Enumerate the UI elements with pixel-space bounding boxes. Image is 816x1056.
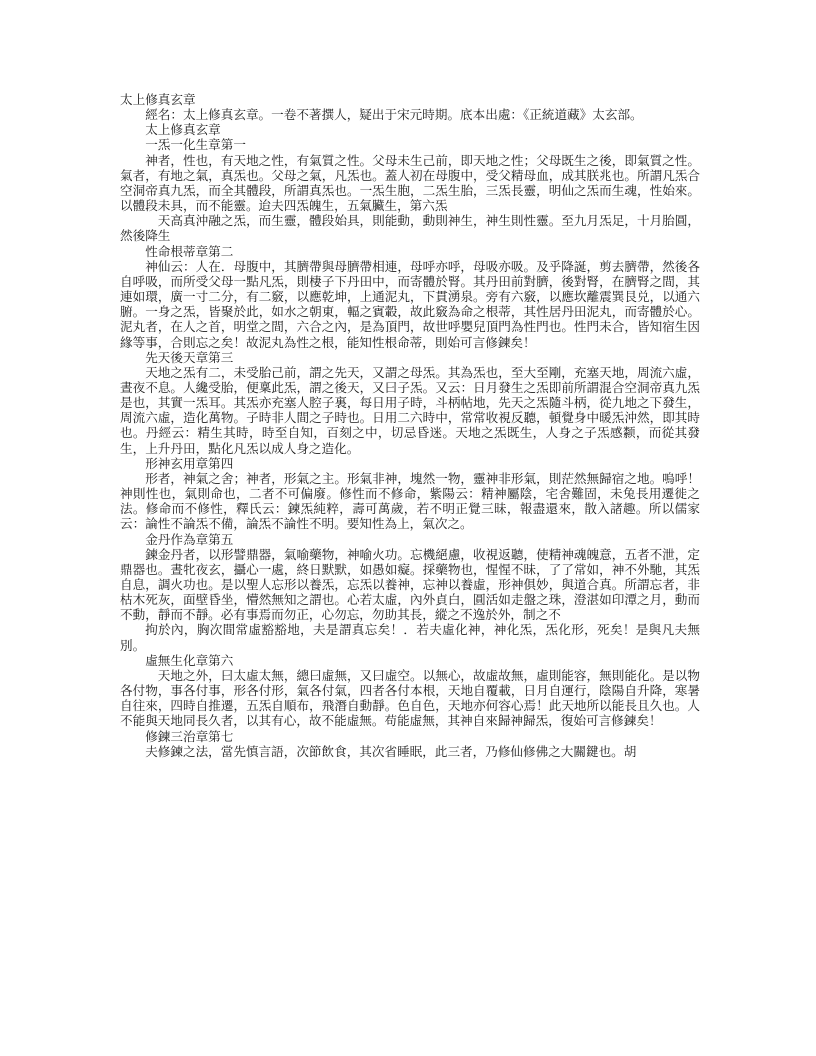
chapter-2-paragraph-1: 神仙云：人在．母腹中，其臍帶與母臍帶相連，母呼亦呼，母吸亦吸。及乎降誕，剪去臍帶，然後各自呼吸，而所受父母一點凡炁，則棲子下丹田中，而寄體於腎。其丹田前對臍，後對腎，在臍腎之間，其連如環，廣一寸二分，有二竅，以應乾坤，上通泥丸，下貫湧泉。旁有六竅，以應坎離震巽艮兑，以通六腑。一身之炁，皆聚於此，如水之朝東，輻之賓轂，故此竅為命之根蒂，其性居丹田泥丸，而寄體於心。泥丸者，在人之首，明堂之間，六合之內，是為頂門，故世呼嬰兒頂門為性門也。性門未合，皆知宿生因緣等事，合則忘之矣！故泥丸為性之根，能知性根命蒂，則始可言修鍊矣！: [120, 258, 700, 350]
document-title: 太上修真玄章: [120, 92, 196, 107]
colophon-paragraph: 經名：太上修真玄章。一卷不著撰人，疑出于宋元時期。底本出處：《正統道藏》太玄部。: [145, 107, 643, 123]
chapter-heading-6: 虛無生化章第六: [145, 652, 234, 668]
chapter-1-paragraph-1: 神者，性也，有天地之性，有氣質之性。父母未生己前，即天地之性；父母既生之後，即氣質之性。氣者，有地之氣，真炁也。父母之氣，凡炁也。蓋人初在母腹中，受父精母血，成其朕兆也。所謂凡炁合空洞帝真九炁，而全其體段，所謂真炁也。一炁生胞，二炁生胎，三炁長靈，明仙之炁而生魂，性始來。以體段未具，而不能靈。迨夫四炁魄生，五氣臟生，第六炁: [120, 152, 700, 214]
chapter-6-paragraph-1: 天地之外，曰太虛太無，總曰虛無，又曰虛空。以無心，故虛故無，虛則能容，無則能化。是以物各付物，事各付事，形各付形，氣各付氣，四者各付本根，天地自覆載，日月自運行，陰陽自升降，寒暑自往來，四時自推遷，五炁自順布，飛潛自動靜。色自色，天地亦何容心焉！此天地所以能長且久也。人不能與天地同長久者，以其有心，故不能虛無。苟能虛無，其神自來歸神歸炁，復始可言修鍊矣！: [120, 667, 700, 729]
chapter-heading-1: 一炁一化生章第一: [145, 137, 246, 153]
chapter-heading-2: 性命根蒂章第二: [145, 243, 234, 259]
chapter-heading-5: 金丹作為章第五: [145, 531, 234, 547]
chapter-5-paragraph-1: 鍊金丹者，以形譬鼎器，氣喻藥物，神喻火功。忘機絕慮，收視返聽，使精神魂魄意，五者不泄，定鼎器也。晝牝夜玄，攝心一處，終日默默，如愚如癡。採藥物也，惺惺不昧，了了常如，神不外馳，其炁自息，調火功也。是以聖人忘形以養炁，忘炁以養神，忘神以養虛，形神俱妙，與道合真。所謂忘者，非枯木死灰，面壁昏坐，懵然無知之謂也。心若太虛，內外貞白，圓活如走盤之珠，澄湛如印潭之月，動而不動，靜而不靜。必有事焉而勿正，心勿忘，勿助其長，縱之不逸於外，制之不: [120, 546, 700, 623]
chapter-1-paragraph-2: 天高真沖融之炁，而生靈，體段始具，則能動，動則神生，神生則性靈。至九月炁足，十月胎圓，然後降生: [120, 213, 700, 244]
document-body: [120, 92, 700, 759]
inner-title: 太上修真玄章: [145, 122, 221, 138]
chapter-7-paragraph-1: 夫修鍊之法，當先慎言語，次節飲食，其次省睡眠，此三者，乃修仙修佛之大關鍵也。胡: [145, 743, 637, 759]
chapter-heading-7: 修鍊三治章第七: [145, 728, 234, 744]
chapter-3-paragraph-1: 天地之炁有二，未受胎己前，謂之先天，又謂之母炁。其為炁也，至大至剛，充塞天地，周流六虛，晝夜不息。人纔受胎，便稟此炁，謂之後天，又曰子炁。又云：日月發生之炁即前所謂混合空洞帝真九炁是也，其實一炁耳。其炁亦充塞人腔子裏，每日用子時，斗柄帖地，先天之炁隨斗柄，從九地之下發生，周流六虛，造化萬物。子時非人間之子時也。日用二六時中，常常收視反聽，頓覺身中暖炁沖然，即其時也。丹經云：精生其時，時至自知，百刻之中，切忌昏迷。天地之炁既生，人身之子炁感颣，而從其發生，上升丹田，點化凡炁以成人身之造化。: [120, 364, 700, 456]
chapter-4-paragraph-1: 形者，神氣之舍；神者，形氣之主。形氣非神，塊然一物，靈神非形氣，則茫然無歸宿之地。嗚呼！神則性也，氣則命也，二者不可偏廢。修性而不修命，紫陽云：精神屬陰，宅舍難固，未兔長用遷徙之法。修命而不修性，釋氏云：鍊炁純粹，壽可萬歲，若不明正覺三昧，報盡還來，散入諸趣。所以儒家云：論性不論炁不備，論炁不論性不明。要知性為上，氣次之。: [120, 470, 700, 532]
chapter-5-paragraph-2: 拘於內，胸次間常虛豁豁地，夫是謂真忘矣！．若夫虛化神，神化炁，炁化形，死矣！是與凡夫無別。: [120, 622, 700, 653]
chapter-heading-4: 形神玄用章第四: [145, 455, 234, 471]
chapter-heading-3: 先天後天章第三: [145, 349, 234, 365]
